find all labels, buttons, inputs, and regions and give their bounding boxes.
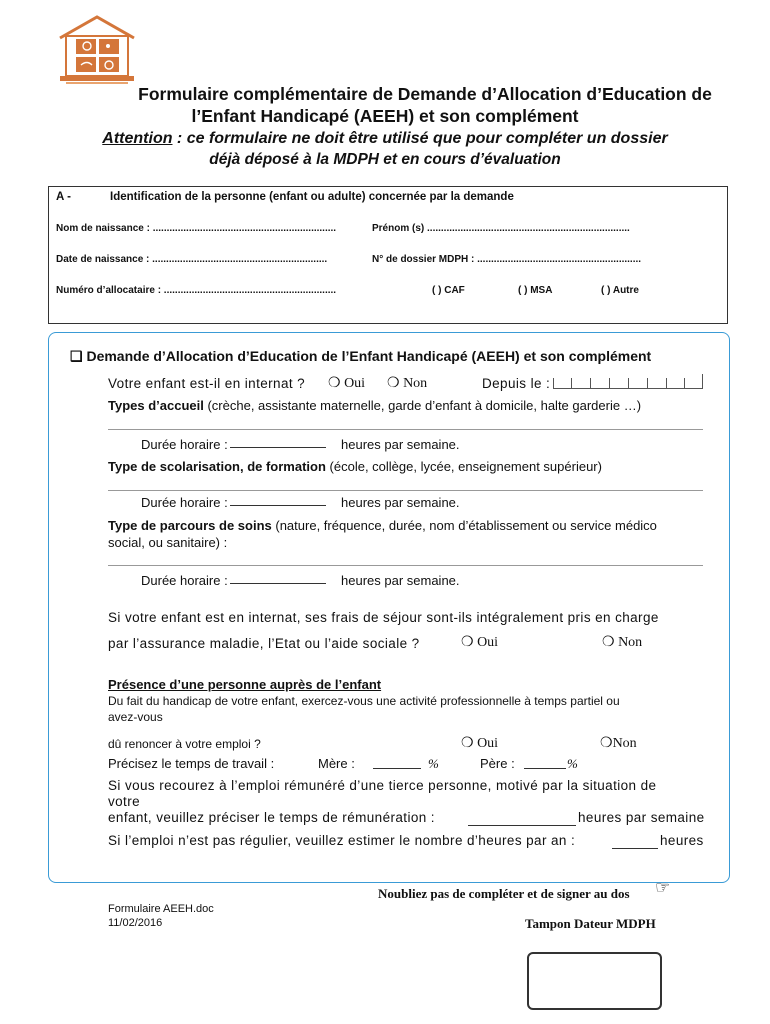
temps-travail-label: Précisez le temps de travail : [108,756,275,771]
internat-non[interactable]: ❍ Non [387,376,428,391]
stamp-box [527,952,662,1010]
presence-title: Présence d’une personne auprès de l’enfant [108,677,382,692]
frais-question-line1: Si votre enfant est en internat, ses frais de séjour sont-ils intégralement pris en charge [108,610,659,625]
doc-name: Formulaire AEEH.doc [108,903,214,915]
stamp-label: Tampon Dateur MDPH [525,916,656,931]
section-a-title: Identification de la personne (enfant ou adulte) concernée par la demande [110,191,514,203]
answer-line[interactable] [108,490,703,491]
answer-line[interactable] [108,565,703,566]
heures-an-input-line[interactable] [612,848,658,849]
checkbox-icon[interactable]: ❑ [70,348,83,364]
mere-percent: % [428,756,439,771]
answer-line[interactable] [108,429,703,430]
type-scolarisation: Type de scolarisation, de formation (école, collège, lycée, enseignement supérieur) [108,459,602,474]
frais-non[interactable]: ❍ Non [602,635,643,650]
radio-icon: ❍ [600,736,613,751]
irregulier-question: Si l’emploi n’est pas régulier, veuillez estimer le nombre d’heures par an : [108,833,576,848]
radio-icon: ❍ [387,376,400,391]
reminder-text: Noubliez pas de compléter et de signer au dos [378,886,630,901]
presence-question-line1: Du fait du handicap de votre enfant, exercez-vous une activité professionnelle à temps partiel ou [108,694,620,708]
duree-horaire-label: Durée horaire : [141,437,228,452]
renoncer-question: dû renoncer à votre emploi ? [108,737,261,751]
duree-horaire-label: Durée horaire : [141,573,228,588]
heures-semaine-label: heures par semaine. [341,437,460,452]
caf-option[interactable]: ( ) CAF [432,285,465,296]
pere-label: Père : [480,756,515,771]
section-a-letter: A - [56,191,71,203]
attention-label: Attention [102,130,173,147]
msa-option[interactable]: ( ) MSA [518,285,553,296]
radio-icon: ❍ [461,736,474,751]
section-b-box [48,332,730,883]
heures-par-semaine-label: heures par semaine [578,810,705,825]
doc-date: 11/02/2016 [108,917,163,929]
autre-option[interactable]: ( ) Autre [601,285,639,296]
frais-question-line2: par l’assurance maladie, l’Etat ou l’aide sociale ? [108,636,420,651]
tierce-line3: enfant, veuillez préciser le temps de rémunération : [108,810,435,825]
section-b-title [70,348,651,365]
attention-notice [0,128,770,149]
presence-question-line2: avez-vous [108,710,163,724]
renoncer-oui[interactable]: ❍ Oui [461,736,499,751]
section-b-title-text: Demande d’Allocation d’Education de l’Enfant Handicapé (AEEH) et son complément [86,348,652,364]
internat-question: Votre enfant est-il en internat ? [108,376,306,391]
type-parcours-soins: Type de parcours de soins (nature, fréquence, durée, nom d’établissement ou service médico [108,518,657,533]
attention-text: : ce formulaire ne doit être utilisé que pour compléter un dossier [172,130,668,147]
types-accueil: Types d’accueil (crèche, assistante maternelle, garde d’enfant à domicile, halte garderie …) [108,398,642,413]
form-title-line2: l’Enfant Handicapé (AEEH) et son complément [191,106,579,126]
date-entry-boxes[interactable] [553,374,703,389]
attention-line2: déjà déposé à la MDPH et en cours d’évaluation [209,151,561,168]
date-naissance-field[interactable]: Date de naissance : ............................................................... [56,254,328,265]
radio-icon: ❍ [328,376,341,391]
prenom-field[interactable]: Prénom (s) ......................................................................... [372,223,630,234]
mere-label: Mère : [318,756,355,771]
type-parcours-soins-line2: social, ou sanitaire) : [108,535,228,550]
pere-input-line[interactable] [524,768,566,769]
dossier-mdph-field[interactable]: N° de dossier MDPH : ........................................................... [372,254,642,265]
duree-input-line[interactable] [230,447,326,448]
tierce-line1: Si vous recourez à l’emploi rémunéré d’une tierce personne, motivé par la situation de [108,778,657,793]
heures-semaine-label: heures par semaine. [341,495,460,510]
mdph-logo [56,14,138,86]
internat-oui[interactable]: ❍ Oui [328,376,366,391]
radio-icon: ❍ [602,635,615,650]
remuneration-input-line[interactable] [468,825,576,826]
radio-icon: ❍ [461,635,474,650]
duree-input-line[interactable] [230,505,326,506]
pointing-hand-icon: ☞ [655,878,671,897]
duree-input-line[interactable] [230,583,326,584]
depuis-label: Depuis le : [482,376,551,391]
frais-oui[interactable]: ❍ Oui [461,635,499,650]
form-title-line1: Formulaire complémentaire de Demande d’Allocation d’Education de [138,84,712,104]
heures-label: heures [660,833,704,848]
allocataire-field[interactable]: Numéro d’allocataire : .............................................................. [56,285,337,296]
duree-horaire-label: Durée horaire : [141,495,228,510]
renoncer-non[interactable]: ❍Non [600,736,637,751]
tierce-line2: votre [108,794,141,809]
pere-percent: % [567,756,578,771]
heures-semaine-label: heures par semaine. [341,573,460,588]
mere-input-line[interactable] [373,768,421,769]
nom-field[interactable]: Nom de naissance : .................................................................. [56,223,337,234]
